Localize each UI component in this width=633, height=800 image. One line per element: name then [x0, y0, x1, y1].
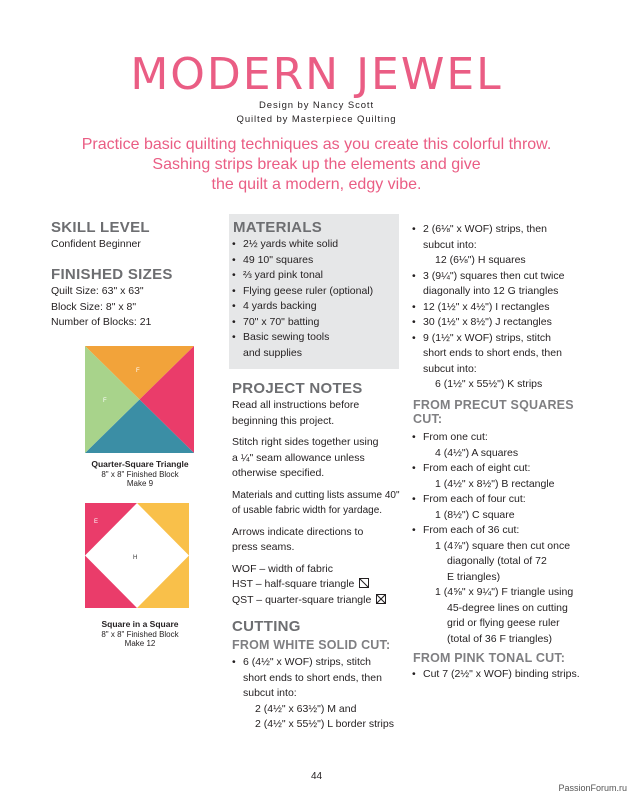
cut-item: • From each of four cut: [410, 492, 573, 508]
quarter-square-triangle-block [85, 346, 194, 453]
materials-item: • Basic sewing tools [230, 330, 373, 346]
note-line: otherwise specified. [232, 467, 325, 479]
block1-caption [64, 460, 216, 489]
cut-subitem: 1 (4⅞") square then cut once [435, 539, 571, 552]
cut-item-cont: short ends to short ends, then [423, 347, 562, 359]
finished-sizes-heading: FINISHED SIZES [51, 266, 173, 283]
abbr-hst-text: HST – half-square triangle [232, 578, 355, 590]
qst-icon [376, 594, 386, 604]
block2-size: 8" x 8" Finished Block [101, 629, 179, 639]
intro-text [40, 135, 593, 195]
precut-list [410, 430, 573, 647]
abbr-wof: WOF – width of fabric [232, 562, 333, 575]
materials-item: • 70" x 70" batting [230, 315, 373, 331]
cut-subitem: 4 (4½") A squares [435, 446, 519, 459]
abbr-hst [232, 577, 400, 593]
note-line: press seams. [232, 541, 295, 553]
cut-subitem: 2 (4½" x 63½") M and [255, 702, 357, 715]
cut-item-cont: diagonally into 12 G triangles [423, 285, 559, 297]
materials-item: • ⅔ yard pink tonal [230, 268, 373, 284]
cut-item: • 2 (6⅛" x WOF) strips, then [410, 222, 564, 238]
hst-icon [359, 578, 369, 588]
white-cut-list [230, 655, 394, 733]
cut-subitem-cont: grid or flying geese ruler [447, 617, 560, 629]
cut-subitem-cont: (total of 36 F triangles) [447, 632, 553, 645]
block1-size: 8" x 8" Finished Block [101, 469, 179, 479]
number-of-blocks: Number of Blocks: 21 [51, 316, 152, 328]
project-notes-heading: PROJECT NOTES [232, 380, 363, 397]
cut-subitem: 6 (1½" x 55½") K strips [435, 378, 543, 390]
intro-line: Sashing strips break up the elements and give [152, 156, 481, 173]
project-notes [232, 398, 400, 608]
cutting-heading: CUTTING [232, 618, 301, 635]
pink-cut-list [410, 667, 580, 683]
cut-item: • 3 (9¼") squares then cut twice [410, 269, 564, 285]
cut-item-cont: subcut into: [243, 687, 297, 699]
page-number: 44 [310, 771, 323, 782]
block-size: Block Size: 8" x 8" [51, 300, 137, 313]
cut-subitem: 1 (4⅝" x 9¼") F triangle using [435, 586, 574, 598]
materials-item-cont: and supplies [243, 346, 302, 359]
pink-tonal-heading: FROM PINK TONAL CUT: [413, 651, 566, 665]
block2-count: Make 12 [124, 639, 156, 648]
skill-level-value: Confident Beginner [51, 238, 141, 250]
cut-subitem: 1 (4½" x 8½") B rectangle [435, 477, 555, 490]
finished-sizes-list [51, 284, 151, 331]
block1-count: Make 9 [126, 479, 154, 488]
materials-item: • 2½ yards white solid [230, 237, 373, 253]
cut-subitem: 1 (8½") C square [435, 508, 515, 521]
piece-label-f: F [136, 368, 140, 374]
design-credit: Design by Nancy Scott [259, 100, 374, 111]
note-line: beginning this project. [232, 414, 335, 427]
materials-item: • Flying geese ruler (optional) [230, 284, 373, 300]
cut-item: • From one cut: [410, 430, 573, 446]
abbr-qst [232, 593, 400, 609]
cut-item: • From each of eight cut: [410, 461, 573, 477]
block2-caption [64, 620, 216, 649]
note-line: Stitch right sides together using [232, 436, 379, 448]
note-line: Arrows indicate directions to [232, 525, 364, 538]
watermark: PassionForum.ru [558, 783, 627, 793]
cut-subitem-cont: E triangles) [447, 570, 501, 583]
quilt-size: Quilt Size: 63" x 63" [51, 285, 144, 297]
skill-level-heading: SKILL LEVEL [51, 219, 150, 236]
cut-item-cont: subcut into: [423, 362, 477, 375]
cut-item: • 30 (1½" x 8½") J rectangles [410, 315, 564, 331]
precut-heading-line: FROM PRECUT SQUARES [413, 398, 574, 412]
note-line: Materials and cutting lists assume 40" [232, 489, 400, 501]
note-line: Read all instructions before [232, 399, 360, 411]
cut-item: • Cut 7 (2½" x WOF) binding strips. [410, 667, 580, 683]
abbr-qst-text: QST – quarter-square triangle [232, 593, 372, 606]
piece-label-f: F [103, 398, 107, 404]
cut-item: • 6 (4½" x WOF) strips, stitch [230, 655, 394, 671]
white-cut-list-continued [410, 222, 564, 393]
precut-heading-line: CUT: [413, 412, 443, 426]
cut-item: • 12 (1½" x 4½") I rectangles [410, 300, 564, 316]
cut-item-cont: short ends to short ends, then [243, 671, 382, 684]
cut-item: • 9 (1½" x WOF) strips, stitch [410, 331, 564, 347]
materials-list [230, 237, 373, 361]
page-title: MODERN JEWEL [130, 49, 503, 100]
cut-subitem: 2 (4½" x 55½") L border strips [255, 718, 394, 730]
quilt-credit: Quilted by Masterpiece Quilting [236, 114, 397, 125]
piece-label-h: H [133, 555, 138, 561]
cut-subitem-cont: 45-degree lines on cutting [447, 601, 568, 614]
square-in-a-square-block [85, 503, 189, 608]
materials-heading: MATERIALS [233, 219, 323, 236]
block2-name: Square in a Square [101, 619, 179, 629]
cut-subitem: 12 (6⅛") H squares [435, 254, 526, 266]
materials-item: • 49 10" squares [230, 253, 373, 269]
intro-line: the quilt a modern, edgy vibe. [211, 176, 422, 193]
cut-subitem-cont: diagonally (total of 72 [447, 555, 547, 567]
materials-item: • 4 yards backing [230, 299, 373, 315]
note-line: of usable fabric width for yardage. [232, 505, 383, 516]
cut-item-cont: subcut into: [423, 238, 477, 251]
intro-line: Practice basic quilting techniques as you create this colorful throw. [81, 136, 552, 153]
white-solid-heading: FROM WHITE SOLID CUT: [232, 638, 391, 652]
cut-item: • From each of 36 cut: [410, 523, 573, 539]
block1-name: Quarter-Square Triangle [91, 459, 189, 469]
piece-label-e: E [94, 519, 99, 525]
note-line: a ¼" seam allowance unless [232, 451, 365, 464]
precut-heading [413, 398, 574, 426]
